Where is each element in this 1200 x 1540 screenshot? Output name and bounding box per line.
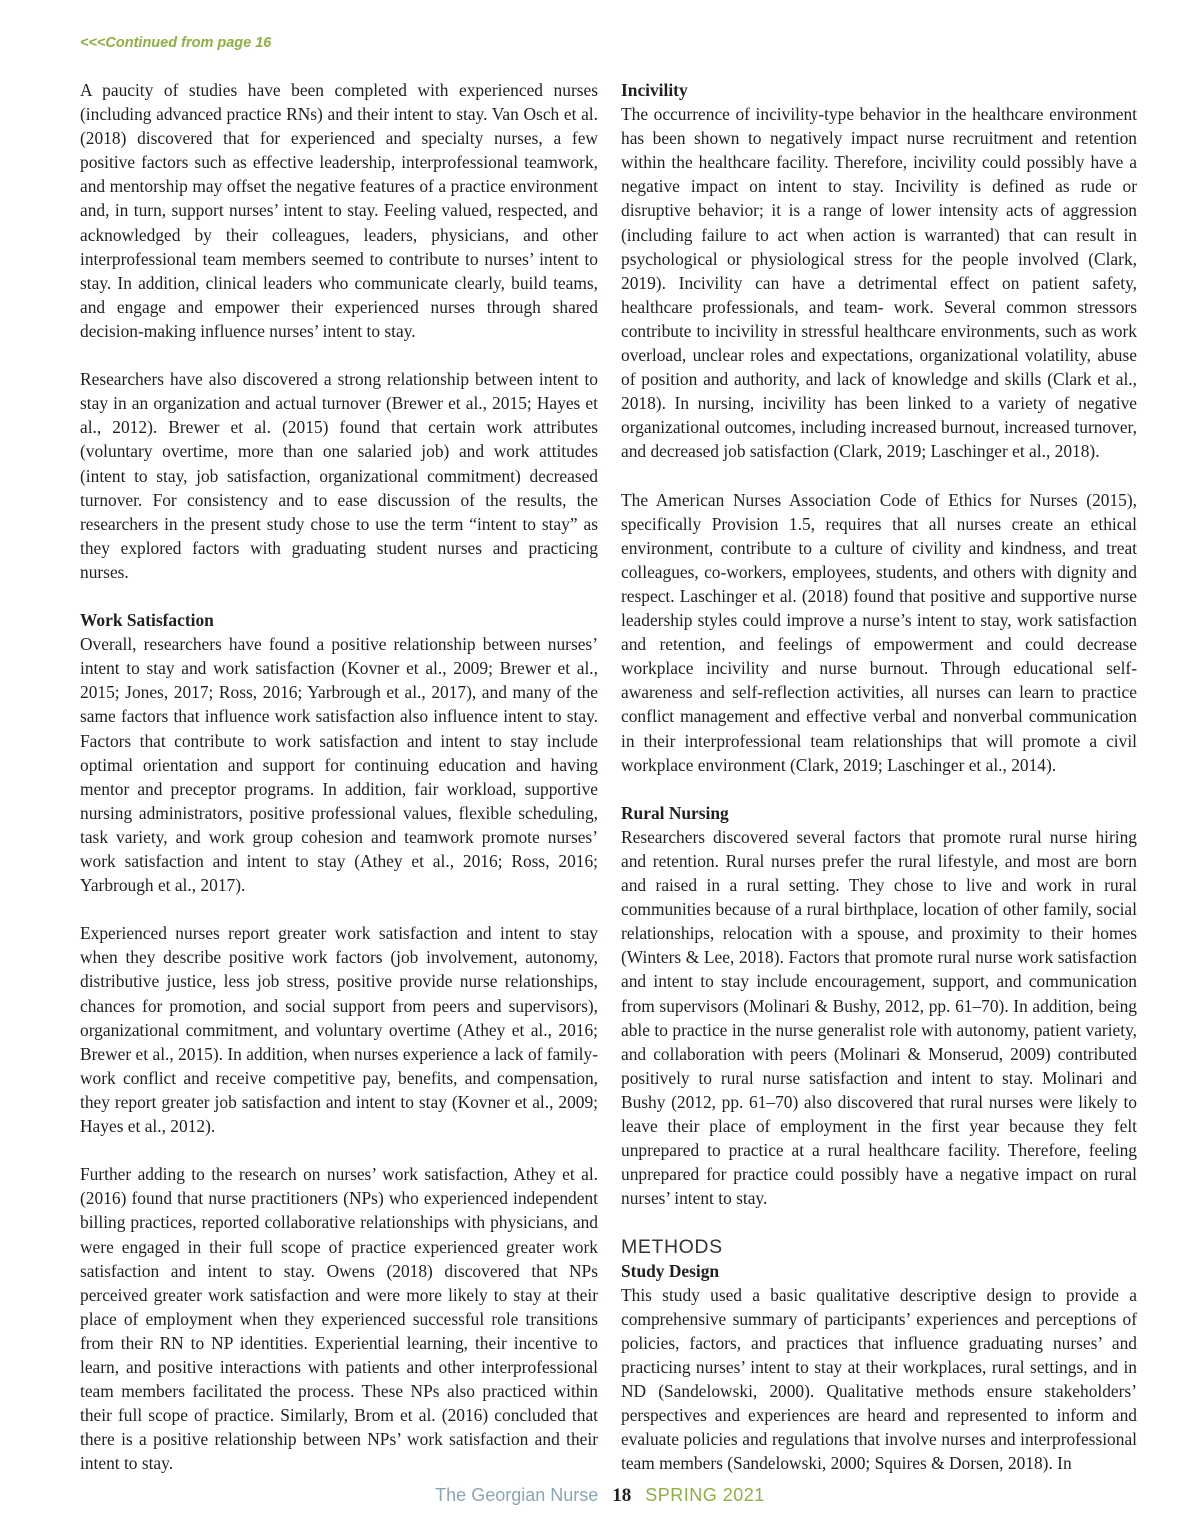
page-number: 18 [612, 1485, 632, 1506]
paragraph-rural-nursing: Researchers discovered several factors that promote rural nurse hiring and retention. Rural nurses prefer the rural lifestyle, and most are born and raised in a rural setting. They chose to live and work in rural communities because of a rural birthplace, location of other family, social relationships, relocation with a spouse, and proximity to their homes (Winters & Lee, 2018). Factors that promote rural nurse work satisfaction and intent to stay include encouragement, support, and communication from supervisors (Molinari & Bushy, 2012, pp. 61–70). In addition, being able to practice in the nurse generalist role with autonomy, patient variety, and collaboration with peers (Molinari & Monserud, 2009) contributed positively to rural nurse satisfaction and intent to stay. Molinari and Bushy (2012, pp. 61–70) also discovered that rural nurses were likely to leave their place of employment in the first year because they felt unprepared to practice at a rural healthcare facility. Therefore, feeling unprepared for practice could possibly have a negative impact on rural nurses’ intent to stay. [621, 826, 1137, 1209]
issue-season: SPRING 2021 [645, 1485, 765, 1505]
paragraph-study-design: This study used a basic qualitative descriptive design to provide a comprehensive summary of participants’ experiences and perceptions of policies, factors, and practices that influence graduating nurses’ and practicing nurses’ intent to stay at their workplaces, rural settings, and in ND (Sandelowski, 2000). Qualitative methods ensure stakeholders’ perspectives and experiences are heard and represented to inform and evaluate policies and regulations that involve nurses and interprofessional team members (Sandelowski, 2000; Squires & Dorsen, 2018). In [621, 1284, 1137, 1474]
left-column [80, 78, 598, 1475]
paragraph-work-satisfaction: Overall, researchers have found a positive relationship between nurses’ intent to stay and work satisfaction (Kovner et al., 2009; Brewer et al., 2015; Jones, 2017; Ross, 2016; Yarbrough et al., 2017), and many of the same factors that influence work satisfaction also influence intent to stay. Factors that contribute to work satisfaction and intent to stay include optimal orientation and support for continuing education and having mentor and preceptor programs. In addition, fair workload, supportive nursing administrators, positive professional values, flexible scheduling, task variety, and work group cohesion and teamwork promote nurses’ work satisfaction and intent to stay (Athey et al., 2016; Ross, 2016; Yarbrough et al., 2017). [80, 634, 598, 896]
paragraph-experienced-nurses: A paucity of studies have been completed with experienced nurses (including advanced practice RNs) and their intent to stay. Van Osch et al. (2018) discovered that for experienced and specialty nurses, a few positive factors such as effective leadership, interprofessional teamwork, and mentorship may offset the negative features of a practice environment and, in turn, support nurses’ intent to stay. Feeling valued, respected, and acknowledged by their colleagues, leaders, physicians, and other interprofessional team members seemed to contribute to nurses’ intent to stay. In addition, clinical leaders who communicate clearly, build teams, and engage and empower their experienced nurses through shared decision-making influence nurses’ intent to stay. [80, 80, 598, 341]
continued-from-label: <<<Continued from page 16 [80, 35, 272, 51]
page-footer [0, 1485, 1200, 1507]
paragraph-experienced-satisfaction: Experienced nurses report greater work satisfaction and intent to stay when they describe positive work factors (job involvement, autonomy, distributive justice, less job stress, positive provide nurse relationships, chances for promotion, and social support from peers and supervisors), organizational commitment, and voluntary overtime (Athey et al., 2016; Brewer et al., 2015). In addition, when nurses experience a lack of family-work conflict and receive competitive pay, benefits, and compensation, they report greater job satisfaction and intent to stay (Kovner et al., 2009; Hayes et al., 2012). [80, 923, 598, 1137]
heading-incivility: Incivility [621, 80, 688, 100]
publication-name: The Georgian Nurse [435, 1485, 599, 1505]
heading-methods: METHODS [621, 1235, 723, 1258]
heading-work-satisfaction: Work Satisfaction [80, 610, 214, 631]
heading-study-design: Study Design [621, 1260, 720, 1281]
right-column [621, 78, 1137, 1475]
paragraph-code-of-ethics: The American Nurses Association Code of Ethics for Nurses (2015), specifically Provision 1.5, requires that all nurses create an ethical environment, contribute to a culture of civility and kindness, and treat colleagues, co-workers, employees, students, and others with dignity and respect. Laschinger et al. (2018) found that positive and supportive nurse leadership styles could improve a nurse’s intent to stay, work satisfaction and retention, and feelings of empowerment and could decrease workplace incivility and nurse burnout. Through educational self-awareness and self-reflection activities, all nurses can learn to practice conflict management and effective verbal and nonverbal communication in their interprofessional team relationships that will promote a civil workplace environment (Clark, 2019; Laschinger et al., 2014). [621, 489, 1137, 775]
paragraph-turnover: Researchers have also discovered a strong relationship between intent to stay in an organization and actual turnover (Brewer et al., 2015; Hayes et al., 2012). Brewer et al. (2015) found that certain work attributes (voluntary overtime, more than one salaried job) and work attitudes (intent to stay, job satisfaction, organizational commitment) decreased turnover. For consistency and to ease discussion of the results, the researchers in the present study chose to use the term “intent to stay” as they explored factors with graduating student nurses and practicing nurses. [80, 369, 598, 582]
paragraph-nurse-practitioners: Further adding to the research on nurses’ work satisfaction, Athey et al. (2016) found that nurse practitioners (NPs) who experienced independent billing practices, reported collaborative relationships with physicians, and were engaged in their full scope of practice experienced greater work satisfaction and intent to stay. Owens (2018) discovered that NPs perceived greater work satisfaction and were more likely to stay at their place of employment when they experienced successful role transitions from their RN to NP identities. Experiential learning, their incentive to learn, and positive interactions with patients and other interprofessional team members facilitated the process. These NPs also practiced within their full scope of practice. Similarly, Brom et al. (2016) concluded that there is a positive relationship between NPs’ work satisfaction and their intent to stay. [80, 1164, 598, 1474]
paragraph-incivility: The occurrence of incivility-type behavior in the healthcare environment has been shown to negatively impact nurse recruitment and retention within the healthcare facility. Therefore, incivility could possibly have a negative impact on intent to stay. Incivility is defined as rude or disruptive behavior; it is a range of lower intensity acts of aggression (including failure to act when action is warranted) that can result in psychological or physiological stress for the people involved (Clark, 2019). Incivility can have a detrimental effect on patient safety, healthcare professionals, and team- work. Several common stressors contribute to incivility in stressful healthcare environments, such as work overload, unclear roles and expectations, organizational volatility, abuse of position and authority, and lack of knowledge and skills (Clark et al., 2018). In nursing, incivility has been linked to a variety of negative organizational outcomes, including increased burnout, increased turnover, and decreased job satisfaction (Clark, 2019; Laschinger et al., 2018). [621, 104, 1137, 462]
heading-rural-nursing: Rural Nursing [621, 802, 729, 823]
